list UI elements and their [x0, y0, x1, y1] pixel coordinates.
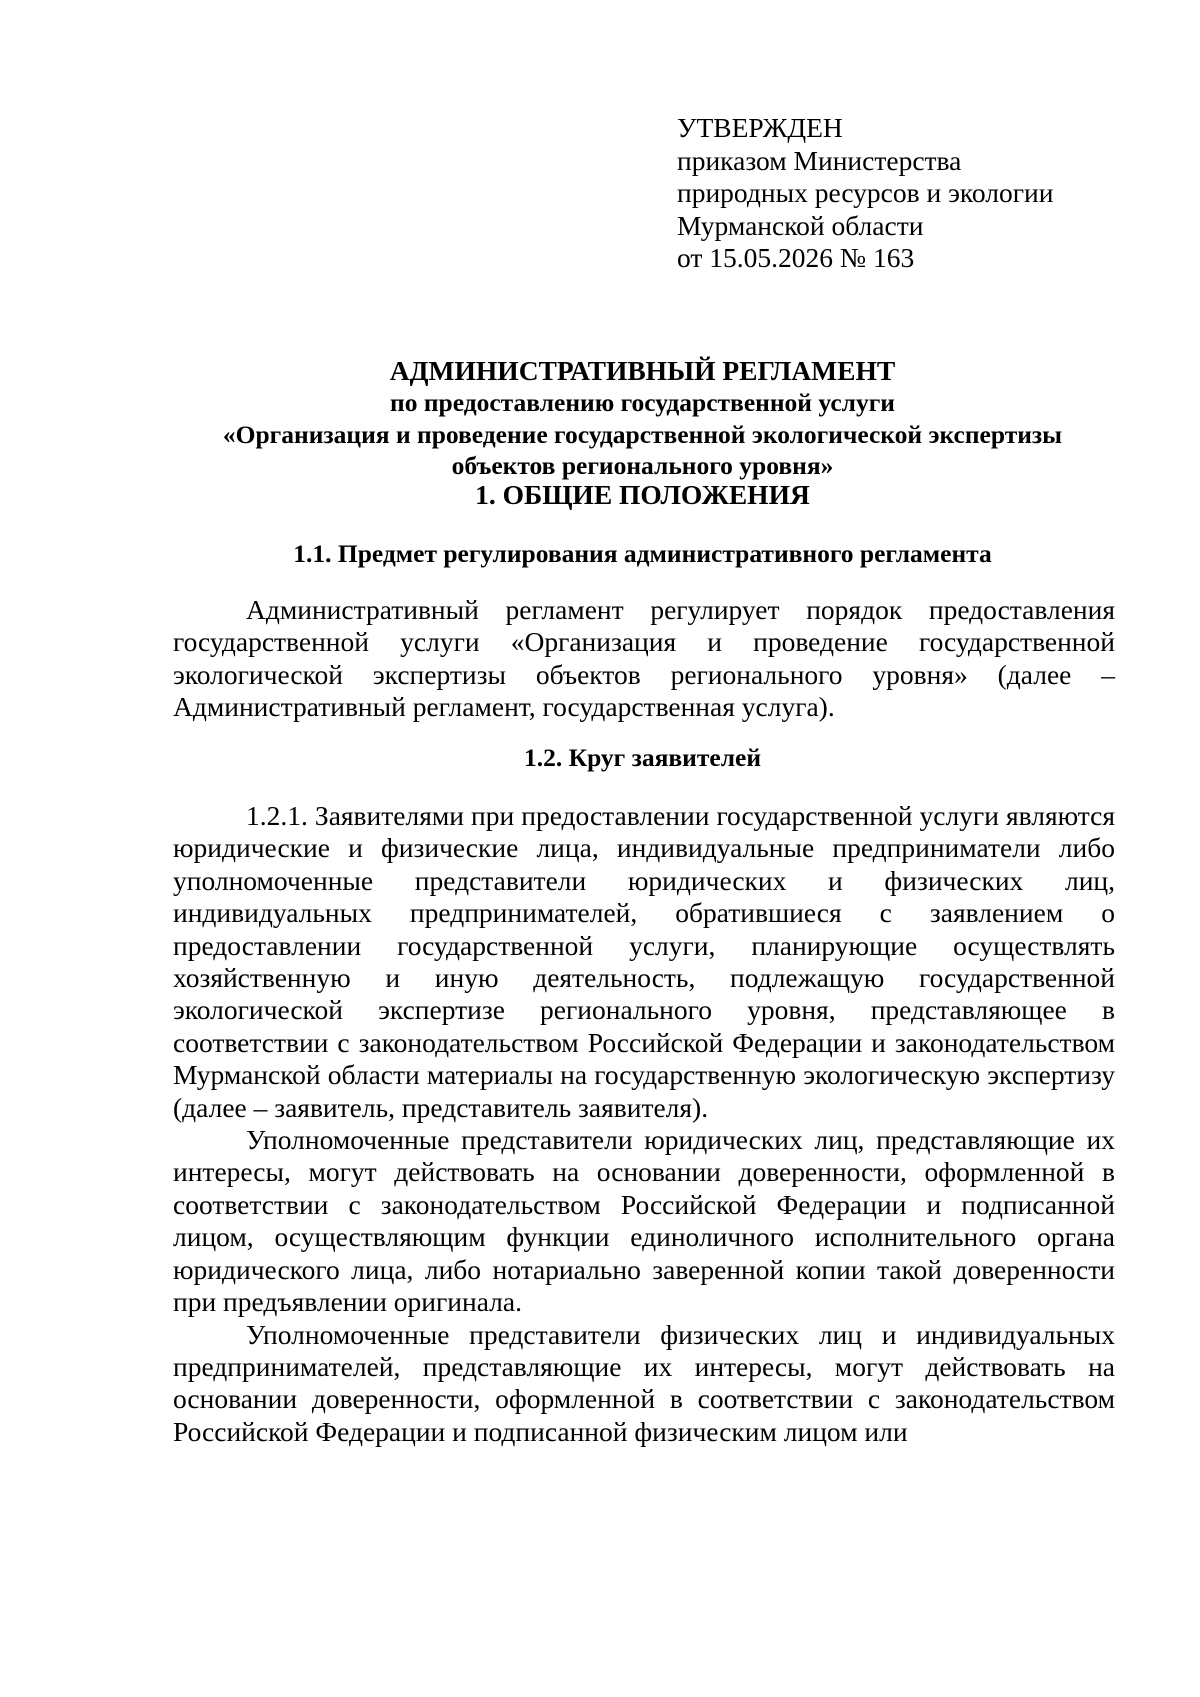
approval-line: УТВЕРЖДЕН: [677, 112, 843, 143]
title-line: «Организация и проведение государственной экологической экспертизы: [222, 419, 1063, 449]
paragraph: Уполномоченные представители физических лиц и индивидуальных предпринимателей, представляющие их интересы, могут действовать на основании доверенности, оформленной в соответствии с законодательством Российской Федерации и подписанной физическим лицом или: [173, 1318, 1115, 1447]
title-line: по предоставлению государственной услуги: [390, 388, 895, 417]
approval-line: Мурманской области: [677, 209, 924, 241]
section-heading: 1. ОБЩИЕ ПОЛОЖЕНИЯ: [475, 479, 810, 510]
title-main: АДМИНИСТРАТИВНЫЙ РЕГЛАМЕНТ: [389, 355, 896, 386]
approval-line: от 15.05.2026 № 163: [677, 242, 915, 273]
section-1-1-body: [173, 594, 1115, 724]
approval-stamp-block: [677, 112, 1157, 275]
approval-line: природных ресурсов и экологии: [677, 177, 1054, 208]
title-line: объектов регионального уровня»: [451, 451, 834, 480]
approval-line: приказом Министерства: [677, 144, 962, 176]
paragraph: Уполномоченные представители юридических лиц, представляющие их интересы, могут действовать на основании доверенности, оформленной в соответствии с законодательством Российской Федерации и подписанной лицом, осуществляющим функции единоличного исполнительного органа юридического лица, либо нотариально заверенной копии такой доверенности при предъявлении оригинала.: [173, 1124, 1115, 1318]
subsection-heading: 1.1. Предмет регулирования административного регламента: [293, 539, 992, 568]
subsection-heading: 1.2. Круг заявителей: [523, 743, 762, 772]
paragraph: 1.2.1. Заявителями при предоставлении государственной услуги являются юридические и физические лица, индивидуальные предприниматели либо уполномоченные представители юридических и физических лиц, индивидуальных предпринимателей, обратившиеся с заявлением о предоставлении государственной услуги, планирующие осуществлять хозяйственную и иную деятельность, подлежащую государственной экологической экспертизе регионального уровня, представляющее в соответствии с законодательством Российской Федерации и законодательством Мурманской области материалы на государственную экологическую экспертизу (далее – заявитель, представитель заявителя).: [173, 800, 1115, 1123]
paragraph: Административный регламент регулирует порядок предоставления государственной услуги «Организация и проведение государственной экологической экспертизы объектов регионального уровня» (далее – Административный регламент, государственная услуга).: [173, 594, 1115, 723]
section-1-2-body: [173, 800, 1115, 1448]
document-title: [170, 354, 1115, 482]
